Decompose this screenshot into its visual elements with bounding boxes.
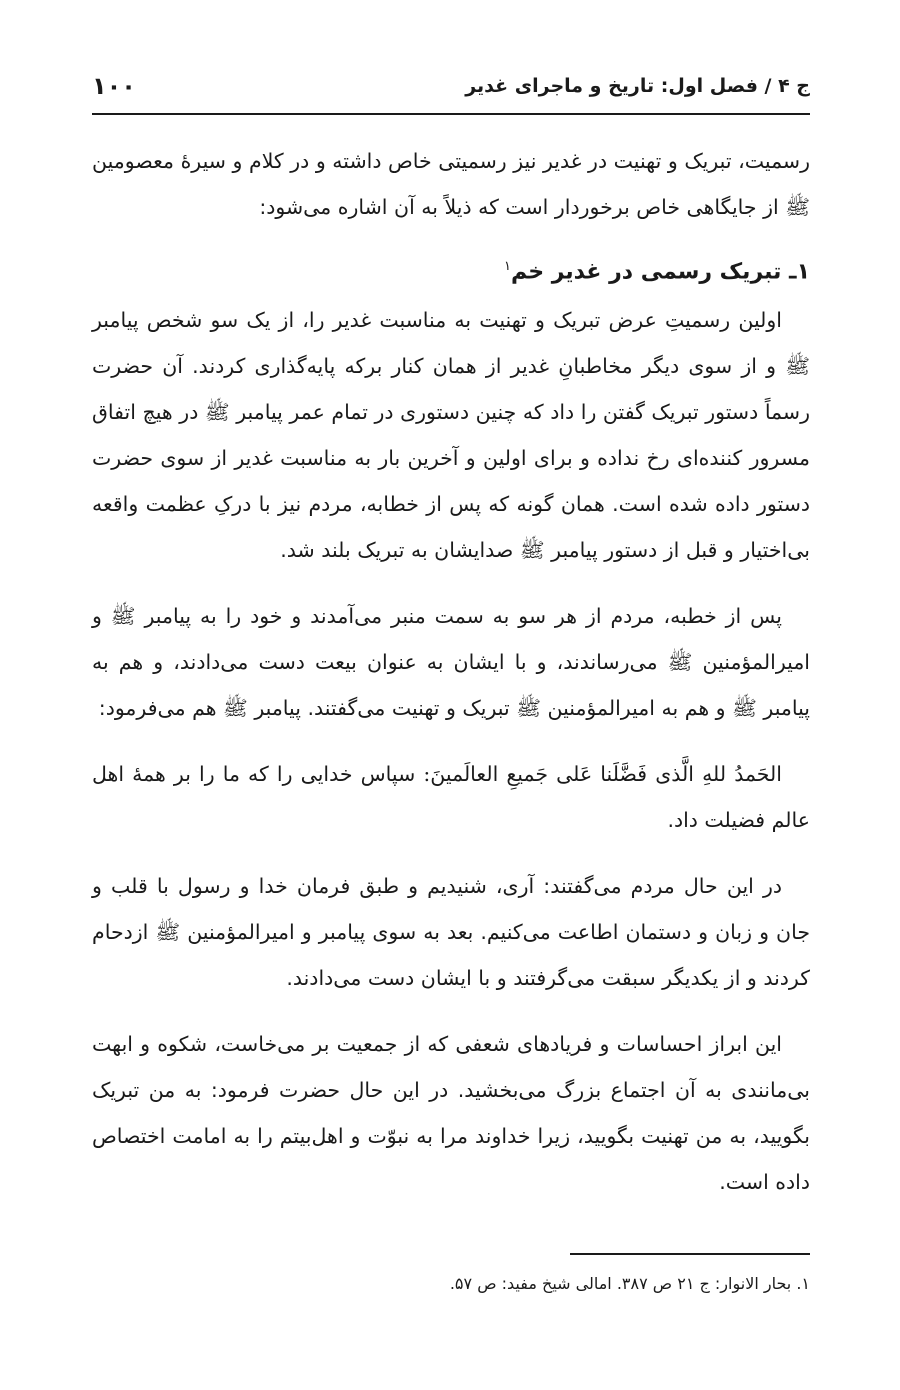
quotation-translation: سپاس خدایی را که ما را بر همهٔ اهل عالم فضیلت داد. <box>92 762 810 833</box>
footnote-rule <box>570 1253 810 1255</box>
footnote-reference[interactable]: ۱ <box>503 259 511 274</box>
chapter-title: ج ۴ / فصل اول: تاریخ و ماجرای غدیر <box>465 75 810 97</box>
paragraph-quotation <box>92 751 810 843</box>
page-number: ۱۰۰ <box>92 72 136 100</box>
running-header <box>92 66 810 106</box>
intro-paragraph: رسمیت، تبریک و تهنیت در غدیر نیز رسمیتی خاص داشته و در کلام و سیرهٔ معصومین ﷺ از جایگاهی خاص برخوردار است که ذیلاً به آن اشاره می‌شود: <box>92 149 810 219</box>
section-heading-text: ۱ـ تبریک رسمی در غدیر خم <box>510 259 810 285</box>
footnote: ۱. بحار الانوار: ج ۲۱ ص ۳۸۷. امالی شیخ مفید: ص ۵۷. <box>449 1274 810 1293</box>
section-heading <box>92 242 810 297</box>
paragraph-after-sermon: پس از خطبه، مردم از هر سو به سمت منبر می‌آمدند و خود را به پیامبر ﷺ و امیرالمؤمنین ﷺ می‌رساندند، و با ایشان به عنوان بیعت دست می‌دادند، و هم به پیامبر ﷺ و هم به امیرالمؤمنین ﷺ تبریک و تهنیت می‌گفتند. پیامبر ﷺ هم می‌فرمود: <box>92 604 810 721</box>
book-page <box>92 0 810 1390</box>
paragraph-people-response: در این حال مردم می‌گفتند: آری، شنیدیم و طبق فرمان خدا و رسول با قلب و جان و زبان و دستمان اطاعت می‌کنیم. بعد به سوی پیامبر و امیرالمؤمنین ﷺ ازدحام کردند و از یکدیگر سبقت می‌گرفتند و با ایشان دست می‌دادند. <box>92 874 810 991</box>
paragraph-first-congratulation: اولین رسمیتِ عرض تبریک و تهنیت به مناسبت غدیر را، از یک سو شخص پیامبر ﷺ و از سوی دیگر مخاطبانِ غدیر از همان کنار برکه پایه‌گذاری کردند. آن حضرت رسماً دستور تبریک گفتن را داد که چنین دستوری در تمام عمر پیامبر ﷺ در هیچ اتفاق مسرور کننده‌ای رخ نداده و برای اولین و آخرین بار به مناسبت غدیر از سوی حضرت دستور داده شده است. همان گونه که پس از خطابه، مردم نیز با درکِ عظمت واقعه بی‌اختیار و قبل از دستور پیامبر ﷺ صدایشان به تبریک بلند شد. <box>92 308 810 563</box>
paragraph-expressions: این ابراز احساسات و فریادهای شعفی که از جمعیت بر می‌خاست، شکوه و ابهت بی‌مانندی به آن اجتماع بزرگ می‌بخشید. در این حال حضرت فرمود: به من تبریک بگویید، به من تهنیت بگویید، زیرا خداوند مرا به نبوّت و اهل‌بیتم را به امامت اختصاص داده است. <box>92 1032 810 1195</box>
arabic-quotation: الحَمدُ للهِ الَّذی فَضَّلَنا عَلی جَمیعِ العالَمینَ: <box>423 762 782 787</box>
body-text <box>92 138 810 1205</box>
header-rule <box>92 113 810 115</box>
